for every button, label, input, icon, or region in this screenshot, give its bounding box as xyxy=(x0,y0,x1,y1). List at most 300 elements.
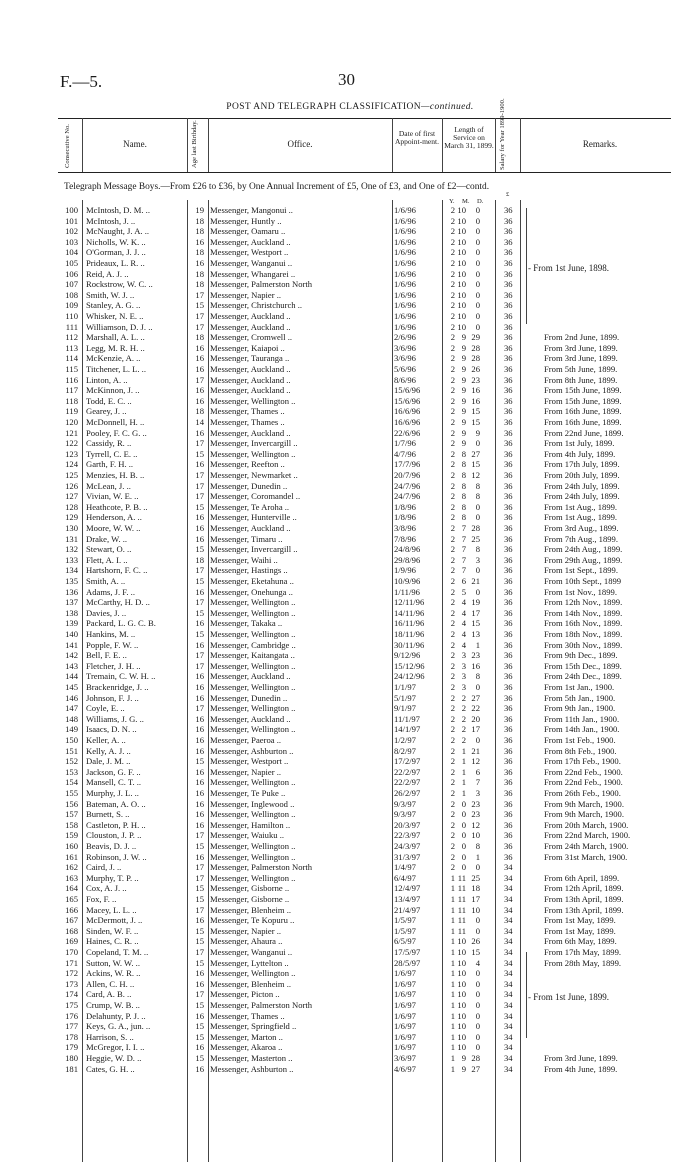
cell-age: 15 xyxy=(195,925,204,936)
cell-no: 130 xyxy=(65,523,78,533)
col-divider xyxy=(187,118,188,172)
cell-no: 135 xyxy=(65,576,78,586)
cell-d: 10 xyxy=(471,830,480,841)
cell-office: Messenger, Palmerston North xyxy=(210,279,313,290)
col-divider xyxy=(442,118,443,172)
cell-y: 1 xyxy=(450,1053,455,1063)
cell-d: 16 xyxy=(471,395,480,406)
cell-y: 1 xyxy=(450,968,455,979)
cell-d: 12 xyxy=(471,756,480,767)
cell-name: Flett, A. I. .. xyxy=(86,554,128,565)
cell-d: 23 xyxy=(471,374,480,385)
cell-d: 1 xyxy=(475,639,480,650)
cell-salary: 36 xyxy=(504,364,513,374)
cell-no: 169 xyxy=(65,936,78,947)
cell-remark: From 22nd Feb., 1900. xyxy=(544,777,623,788)
cell-age: 16 xyxy=(195,777,204,788)
cell-no: 116 xyxy=(65,374,78,385)
cell-no: 161 xyxy=(65,851,78,862)
cell-no: 126 xyxy=(65,480,78,491)
cell-salary: 36 xyxy=(504,703,513,714)
cell-m: 9 xyxy=(461,385,466,396)
cell-date: 4/7/96 xyxy=(394,448,416,459)
cell-age: 15 xyxy=(195,448,204,459)
cell-age: 18 xyxy=(195,268,204,279)
cell-office: Messenger, Huntly .. xyxy=(210,215,282,226)
table-title xyxy=(0,102,700,112)
cell-y: 2 xyxy=(450,639,455,650)
cell-remark: From 12th April, 1899. xyxy=(544,883,624,894)
cell-age: 16 xyxy=(195,533,204,544)
cell-d: 6 xyxy=(475,766,480,777)
cell-y: 2 xyxy=(450,279,455,290)
cell-remark: From 24th Aug., 1899. xyxy=(544,544,623,555)
cell-salary: 36 xyxy=(504,735,513,745)
cell-m: 10 xyxy=(457,268,466,279)
cell-salary: 34 xyxy=(504,978,513,989)
cell-office: Messenger, Newmarket .. xyxy=(210,470,298,480)
cell-office: Messenger, Auckland .. xyxy=(210,311,291,321)
cell-salary: 36 xyxy=(504,607,513,618)
cell-y: 1 xyxy=(450,1010,455,1021)
cell-date: 24/7/96 xyxy=(394,480,421,491)
cell-date: 20/3/97 xyxy=(394,819,421,830)
cell-y: 2 xyxy=(450,724,455,735)
cell-age: 18 xyxy=(195,279,204,290)
cell-name: Burnett, S. .. xyxy=(86,809,130,820)
cell-no: 158 xyxy=(65,819,78,830)
title-main: POST AND TELEGRAPH CLASSIFICATION xyxy=(226,102,421,112)
cell-remark: From 12th Nov., 1899. xyxy=(544,597,623,608)
cell-age: 14 xyxy=(195,417,204,427)
cell-salary: 34 xyxy=(504,872,513,883)
header-date: Date of first Appoint-ment. xyxy=(395,129,439,146)
page-ref: F.—5. xyxy=(60,72,103,91)
cell-age: 17 xyxy=(195,904,204,915)
cell-name: McDermott, J. .. xyxy=(86,915,143,926)
cell-y: 1 xyxy=(450,989,455,1000)
cell-date: 20/7/96 xyxy=(394,470,421,480)
cell-salary: 36 xyxy=(504,491,513,502)
cell-age: 15 xyxy=(195,501,204,512)
cell-no: 150 xyxy=(65,735,78,745)
cell-office: Messenger, Marton .. xyxy=(210,1031,283,1042)
cell-office: Messenger, Te Kopuru .. xyxy=(210,915,295,926)
cell-y: 2 xyxy=(450,300,455,311)
cell-date: 3/8/96 xyxy=(394,523,416,533)
cell-no: 162 xyxy=(65,862,78,873)
cell-date: 24/7/96 xyxy=(394,491,421,502)
cell-no: 107 xyxy=(65,279,78,290)
cell-d: 8 xyxy=(475,491,480,502)
cell-date: 8/6/96 xyxy=(394,374,416,385)
cell-date: 5/1/97 xyxy=(394,692,416,703)
cell-age: 16 xyxy=(195,809,204,820)
cell-d: 17 xyxy=(471,724,480,735)
cell-m: 7 xyxy=(461,565,466,576)
cell-office: Messenger, Auckland .. xyxy=(210,713,291,724)
cell-m: 9 xyxy=(461,1063,466,1074)
cell-date: 30/11/96 xyxy=(394,639,425,650)
cell-salary: 36 xyxy=(504,215,513,226)
cell-date: 3/6/96 xyxy=(394,342,416,353)
cell-no: 104 xyxy=(65,247,78,258)
cell-m: 4 xyxy=(461,618,466,629)
cell-y: 1 xyxy=(450,915,455,926)
cell-remark: From 15th June, 1899. xyxy=(544,385,622,396)
cell-no: 151 xyxy=(65,745,78,756)
cell-name: Dale, J. M. .. xyxy=(86,756,131,767)
header-age: Age last Birthday. xyxy=(191,120,198,168)
cell-y: 2 xyxy=(450,777,455,788)
cell-date: 16/6/96 xyxy=(394,406,421,417)
cell-date: 17/5/97 xyxy=(394,947,421,957)
cell-office: Messenger, Wellington .. xyxy=(210,607,296,618)
cell-age: 17 xyxy=(195,438,204,449)
cell-age: 16 xyxy=(195,968,204,979)
cell-date: 1/1/97 xyxy=(394,682,416,692)
cell-no: 100 xyxy=(65,205,78,215)
cell-age: 17 xyxy=(195,650,204,661)
cell-d: 19 xyxy=(471,597,480,608)
cell-remark: From 14th Jan., 1900. xyxy=(544,724,620,735)
cell-m: 4 xyxy=(461,639,466,650)
cell-salary: 36 xyxy=(504,798,513,809)
cell-m: 8 xyxy=(461,448,466,459)
cell-name: McGregor, I. I. .. xyxy=(86,1042,145,1053)
cell-d: 25 xyxy=(471,533,480,544)
cell-salary: 36 xyxy=(504,533,513,544)
cell-office: Messenger, Thames .. xyxy=(210,406,285,417)
cell-y: 2 xyxy=(450,576,455,586)
cell-age: 15 xyxy=(195,957,204,968)
cell-office: Messenger, Wellington .. xyxy=(210,395,296,406)
cell-no: 153 xyxy=(65,766,78,777)
cell-salary: 36 xyxy=(504,321,513,332)
cell-date: 1/5/97 xyxy=(394,915,416,926)
cell-age: 16 xyxy=(195,851,204,862)
cell-no: 163 xyxy=(65,872,78,883)
cell-name: Beavis, D. J. .. xyxy=(86,841,137,851)
cell-m: 5 xyxy=(461,586,466,597)
cell-no: 175 xyxy=(65,1000,78,1010)
cell-m: 10 xyxy=(457,247,466,258)
cell-no: 140 xyxy=(65,629,78,639)
cell-age: 17 xyxy=(195,872,204,883)
cell-m: 7 xyxy=(461,544,466,555)
cell-no: 131 xyxy=(65,533,78,544)
cell-name: Mansell, C. T. .. xyxy=(86,777,142,788)
cell-remark: From 9th March, 1900. xyxy=(544,809,624,820)
cell-m: 2 xyxy=(461,703,466,714)
cell-age: 16 xyxy=(195,724,204,735)
cell-office: Messenger, Auckland .. xyxy=(210,364,291,374)
cell-age: 16 xyxy=(195,1063,204,1074)
cell-salary: 36 xyxy=(504,268,513,279)
cell-age: 15 xyxy=(195,1000,204,1010)
cell-date: 1/2/97 xyxy=(394,735,416,745)
cell-name: Legg, M. R. H. .. xyxy=(86,342,145,353)
cell-m: 3 xyxy=(461,660,466,671)
cell-age: 17 xyxy=(195,289,204,300)
cell-salary: 36 xyxy=(504,777,513,788)
cell-no: 168 xyxy=(65,925,78,936)
cell-salary: 36 xyxy=(504,629,513,639)
cell-date: 9/3/97 xyxy=(394,809,416,820)
cell-office: Messenger, Oamaru .. xyxy=(210,226,286,237)
cell-date: 13/4/97 xyxy=(394,894,421,904)
cell-name: Fox, F. .. xyxy=(86,894,117,904)
cell-remark: From 14th Nov., 1899. xyxy=(544,607,623,618)
cell-office: Messenger, Christchurch .. xyxy=(210,300,303,311)
cell-office: Messenger, Auckland .. xyxy=(210,321,291,332)
cell-no: 122 xyxy=(65,438,78,449)
cell-office: Messenger, Auckland .. xyxy=(210,671,291,682)
cell-no: 180 xyxy=(65,1053,78,1063)
cell-y: 2 xyxy=(450,544,455,555)
cell-y: 2 xyxy=(450,321,455,332)
cell-name: Smith, A. .. xyxy=(86,576,126,586)
cell-d: 0 xyxy=(475,268,480,279)
cell-age: 15 xyxy=(195,936,204,947)
cell-office: Messenger, Blenheim .. xyxy=(210,904,292,915)
cell-no: 108 xyxy=(65,289,78,300)
cell-d: 27 xyxy=(471,692,480,703)
cell-no: 178 xyxy=(65,1031,78,1042)
cell-name: Adams, J. F. .. xyxy=(86,586,135,597)
cell-age: 16 xyxy=(195,798,204,809)
cell-age: 16 xyxy=(195,427,204,438)
cell-age: 17 xyxy=(195,830,204,841)
cell-salary: 36 xyxy=(504,756,513,767)
cell-office: Messenger, Auckland .. xyxy=(210,385,291,396)
cell-office: Messenger, Tauranga .. xyxy=(210,353,290,364)
cell-date: 22/2/97 xyxy=(394,766,421,777)
cell-m: 10 xyxy=(457,279,466,290)
cell-date: 1/6/96 xyxy=(394,289,416,300)
cell-m: 8 xyxy=(461,480,466,491)
cell-office: Messenger, Wellington .. xyxy=(210,703,296,714)
cell-d: 16 xyxy=(471,385,480,396)
cell-y: 2 xyxy=(450,374,455,385)
cell-salary: 36 xyxy=(504,385,513,396)
cell-age: 16 xyxy=(195,1042,204,1053)
cell-date: 1/6/97 xyxy=(394,1042,416,1053)
cell-no: 134 xyxy=(65,565,78,576)
cell-age: 16 xyxy=(195,1010,204,1021)
cell-remark: From 3rd June, 1899. xyxy=(544,342,618,353)
cell-d: 0 xyxy=(475,978,480,989)
cell-y: 2 xyxy=(450,862,455,873)
cell-remark: From 1st Sept., 1899. xyxy=(544,565,619,576)
cell-age: 18 xyxy=(195,332,204,343)
cell-name: Castleton, P. H. .. xyxy=(86,819,146,830)
cell-salary: 36 xyxy=(504,650,513,661)
cell-y: 2 xyxy=(450,788,455,798)
cell-office: Messenger, Auckland .. xyxy=(210,427,291,438)
cell-date: 1/6/97 xyxy=(394,1010,416,1021)
cell-salary: 36 xyxy=(504,258,513,268)
cell-date: 6/4/97 xyxy=(394,872,416,883)
cell-date: 1/6/96 xyxy=(394,300,416,311)
header-remarks: Remarks. xyxy=(582,139,618,149)
cell-date: 24/3/97 xyxy=(394,841,421,851)
cell-m: 0 xyxy=(461,830,466,841)
cell-salary: 36 xyxy=(504,459,513,470)
cell-date: 1/6/96 xyxy=(394,247,416,258)
cell-name: Heathcote, P. B. .. xyxy=(86,501,148,512)
cell-salary: 34 xyxy=(504,1000,513,1010)
cell-name: Clouston, J. P. .. xyxy=(86,830,142,841)
unit-days: D. xyxy=(477,198,484,205)
cell-m: 10 xyxy=(457,226,466,237)
cell-name: Popple, F. W. .. xyxy=(86,639,139,650)
cell-y: 2 xyxy=(450,459,455,470)
col-divider xyxy=(520,200,521,1162)
cell-name: Murphy, J. L. .. xyxy=(86,788,139,798)
cell-salary: 34 xyxy=(504,883,513,894)
cell-remark: From 10th Sept., 1899 xyxy=(544,576,622,586)
cell-salary: 36 xyxy=(504,554,513,565)
cell-age: 16 xyxy=(195,395,204,406)
cell-y: 2 xyxy=(450,438,455,449)
cell-m: 8 xyxy=(461,491,466,502)
cell-office: Messenger, Napier .. xyxy=(210,289,282,300)
cell-age: 17 xyxy=(195,565,204,576)
cell-salary: 36 xyxy=(504,819,513,830)
col-divider xyxy=(495,200,496,1162)
cell-m: 1 xyxy=(461,756,466,767)
cell-salary: 36 xyxy=(504,724,513,735)
cell-salary: 36 xyxy=(504,438,513,449)
cell-name: Harrison, S. .. xyxy=(86,1031,134,1042)
cell-office: Messenger, Invercargill .. xyxy=(210,544,298,555)
cell-age: 15 xyxy=(195,756,204,767)
cell-name: Macey, L. L. .. xyxy=(86,904,137,915)
cell-name: McKinnon, J. .. xyxy=(86,385,140,396)
cell-salary: 36 xyxy=(504,830,513,841)
cell-no: 111 xyxy=(65,321,78,332)
cell-d: 15 xyxy=(471,947,480,957)
cell-salary: 36 xyxy=(504,682,513,692)
cell-name: Drake, W. .. xyxy=(86,533,128,544)
cell-age: 16 xyxy=(195,342,204,353)
cell-remark: From 5th Jan., 1900. xyxy=(544,692,616,703)
cell-m: 9 xyxy=(461,417,466,427)
cell-salary: 34 xyxy=(504,1010,513,1021)
cell-remark: From 29th Aug., 1899. xyxy=(544,554,623,565)
cell-y: 2 xyxy=(450,215,455,226)
cell-m: 9 xyxy=(461,406,466,417)
cell-date: 21/4/97 xyxy=(394,904,421,915)
cell-d: 15 xyxy=(471,618,480,629)
cell-remark: From 31st March, 1900. xyxy=(544,851,628,862)
brace-group-1 xyxy=(526,208,527,324)
cell-y: 2 xyxy=(450,258,455,268)
cell-salary: 36 xyxy=(504,639,513,650)
cell-y: 2 xyxy=(450,607,455,618)
unit-months: M. xyxy=(462,198,470,205)
cell-no: 119 xyxy=(65,406,78,417)
cell-name: Isaacs, D. N. .. xyxy=(86,724,137,735)
cell-name: Todd, E. C. .. xyxy=(86,395,132,406)
cell-date: 7/8/96 xyxy=(394,533,416,544)
cell-age: 18 xyxy=(195,406,204,417)
cell-m: 11 xyxy=(457,904,466,915)
cell-name: Ackins, W. R. .. xyxy=(86,968,141,979)
cell-name: Menzies, H. B. .. xyxy=(86,470,145,480)
cell-remark: From 18th Nov., 1899. xyxy=(544,629,623,639)
cell-date: 6/5/97 xyxy=(394,936,416,947)
cell-salary: 36 xyxy=(504,353,513,364)
cell-m: 1 xyxy=(461,745,466,756)
cell-no: 123 xyxy=(65,448,78,459)
cell-y: 2 xyxy=(450,470,455,480)
cell-d: 29 xyxy=(471,332,480,343)
cell-remark: From 15th Dec., 1899. xyxy=(544,660,622,671)
cell-m: 10 xyxy=(457,321,466,332)
cell-y: 2 xyxy=(450,554,455,565)
cell-age: 16 xyxy=(195,639,204,650)
cell-d: 8 xyxy=(475,544,480,555)
cell-y: 1 xyxy=(450,925,455,936)
cell-d: 0 xyxy=(475,226,480,237)
cell-salary: 36 xyxy=(504,427,513,438)
cell-office: Messenger, Masterton .. xyxy=(210,1053,293,1063)
cell-office: Messenger, Ahaura .. xyxy=(210,936,283,947)
group-remark-1899: - From 1st June, 1899. xyxy=(528,992,610,1002)
cell-d: 8 xyxy=(475,671,480,682)
cell-y: 2 xyxy=(450,395,455,406)
cell-age: 15 xyxy=(195,629,204,639)
cell-d: 0 xyxy=(475,968,480,979)
cell-date: 16/11/96 xyxy=(394,618,425,629)
header-name: Name. xyxy=(123,139,147,149)
cell-office: Messenger, Hamilton .. xyxy=(210,819,291,830)
cell-m: 9 xyxy=(461,364,466,374)
cell-y: 2 xyxy=(450,501,455,512)
cell-salary: 36 xyxy=(504,512,513,523)
cell-d: 28 xyxy=(471,342,480,353)
header-office: Office. xyxy=(287,139,313,149)
cell-no: 101 xyxy=(65,215,78,226)
rule-top xyxy=(58,118,671,119)
brace-group-2 xyxy=(526,952,527,1038)
cell-age: 16 xyxy=(195,459,204,470)
cell-m: 11 xyxy=(457,872,466,883)
cell-office: Messenger, Palmerston North xyxy=(210,862,313,873)
cell-d: 8 xyxy=(475,480,480,491)
cell-y: 2 xyxy=(450,650,455,661)
cell-office: Messenger, Takaka .. xyxy=(210,618,283,629)
cell-d: 17 xyxy=(471,607,480,618)
cell-no: 139 xyxy=(65,618,78,629)
cell-salary: 34 xyxy=(504,1031,513,1042)
cell-remark: From 1st Nov., 1899. xyxy=(544,586,617,597)
cell-no: 148 xyxy=(65,713,78,724)
cell-salary: 36 xyxy=(504,448,513,459)
cell-no: 133 xyxy=(65,554,78,565)
cell-office: Messenger, Onehunga .. xyxy=(210,586,293,597)
cell-salary: 34 xyxy=(504,1053,513,1063)
cell-remark: From 22nd March, 1900. xyxy=(544,830,631,841)
cell-salary: 36 xyxy=(504,279,513,290)
cell-d: 0 xyxy=(475,289,480,300)
cell-m: 7 xyxy=(461,523,466,533)
cell-no: 172 xyxy=(65,968,78,979)
cell-office: Messenger, Wellington .. xyxy=(210,724,296,735)
cell-date: 10/9/96 xyxy=(394,576,421,586)
